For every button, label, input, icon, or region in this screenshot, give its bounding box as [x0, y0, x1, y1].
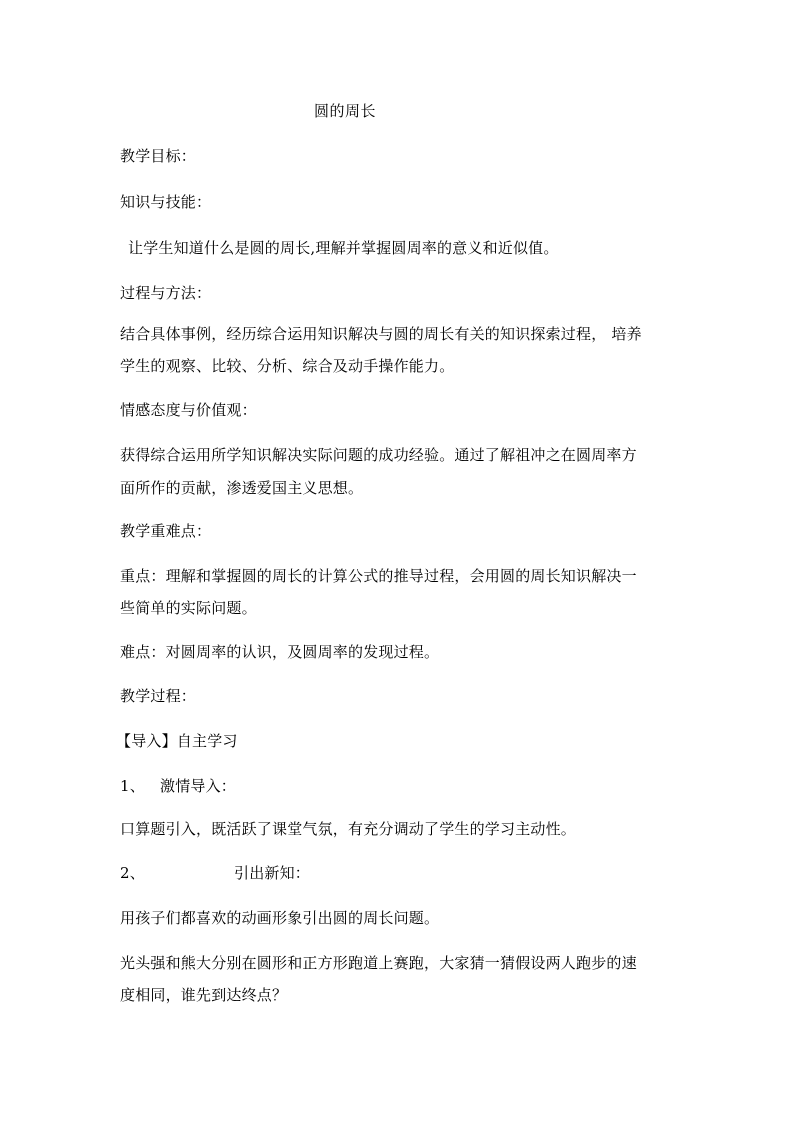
key-point-line-2: 些简单的实际问题。: [120, 599, 257, 617]
difficult-point-line: 难点：对圆周率的认识，及圆周率的发现过程。: [120, 643, 440, 661]
item-2-text: 用孩子们都喜欢的动画形象引出圆的周长问题。: [120, 909, 440, 927]
item-1-label: 激情导入：: [160, 777, 237, 795]
heading-objectives: 教学目标：: [120, 147, 197, 165]
process-text-line-2: 学生的观察、比较、分析、综合及动手操作能力。: [120, 357, 455, 375]
item-1-text: 口算题引入，既活跃了课堂气氛，有充分调动了学生的学习主动性。: [120, 820, 577, 838]
heading-knowledge-skills: 知识与技能：: [120, 193, 212, 211]
item-2-label: 引出新知：: [234, 864, 311, 882]
emotion-text-line-2: 面所作的贡献，渗透爱国主义思想。: [120, 479, 364, 497]
item-1-number: 1、: [120, 777, 145, 795]
heading-emotion-values: 情感态度与价值观：: [120, 401, 257, 419]
key-point-line-1: 重点：理解和掌握圆的周长的计算公式的推导过程，会用圆的周长知识解决一: [120, 567, 637, 585]
heading-key-points: 教学重难点：: [120, 522, 212, 540]
intro-heading: 【导入】自主学习: [116, 732, 238, 750]
process-text-line-1: 结合具体事例，经历综合运用知识解决与圆的周长有关的知识探索过程， 培养: [120, 325, 642, 343]
item-2-number: 2、: [120, 864, 145, 882]
knowledge-text: 让学生知道什么是圆的周长,理解并掌握圆周率的意义和近似值。: [128, 239, 559, 257]
emotion-text-line-1: 获得综合运用所学知识解决实际问题的成功经验。通过了解祖冲之在圆周率方: [120, 446, 637, 464]
story-line-1: 光头强和熊大分别在圆形和正方形跑道上赛跑，大家猜一猜假设两人跑步的速: [120, 954, 637, 972]
story-line-2: 度相同，谁先到达终点？: [120, 986, 288, 1004]
heading-teaching-process: 教学过程：: [120, 687, 197, 705]
document-title: 圆的周长: [314, 102, 377, 120]
heading-process-methods: 过程与方法：: [120, 284, 212, 302]
